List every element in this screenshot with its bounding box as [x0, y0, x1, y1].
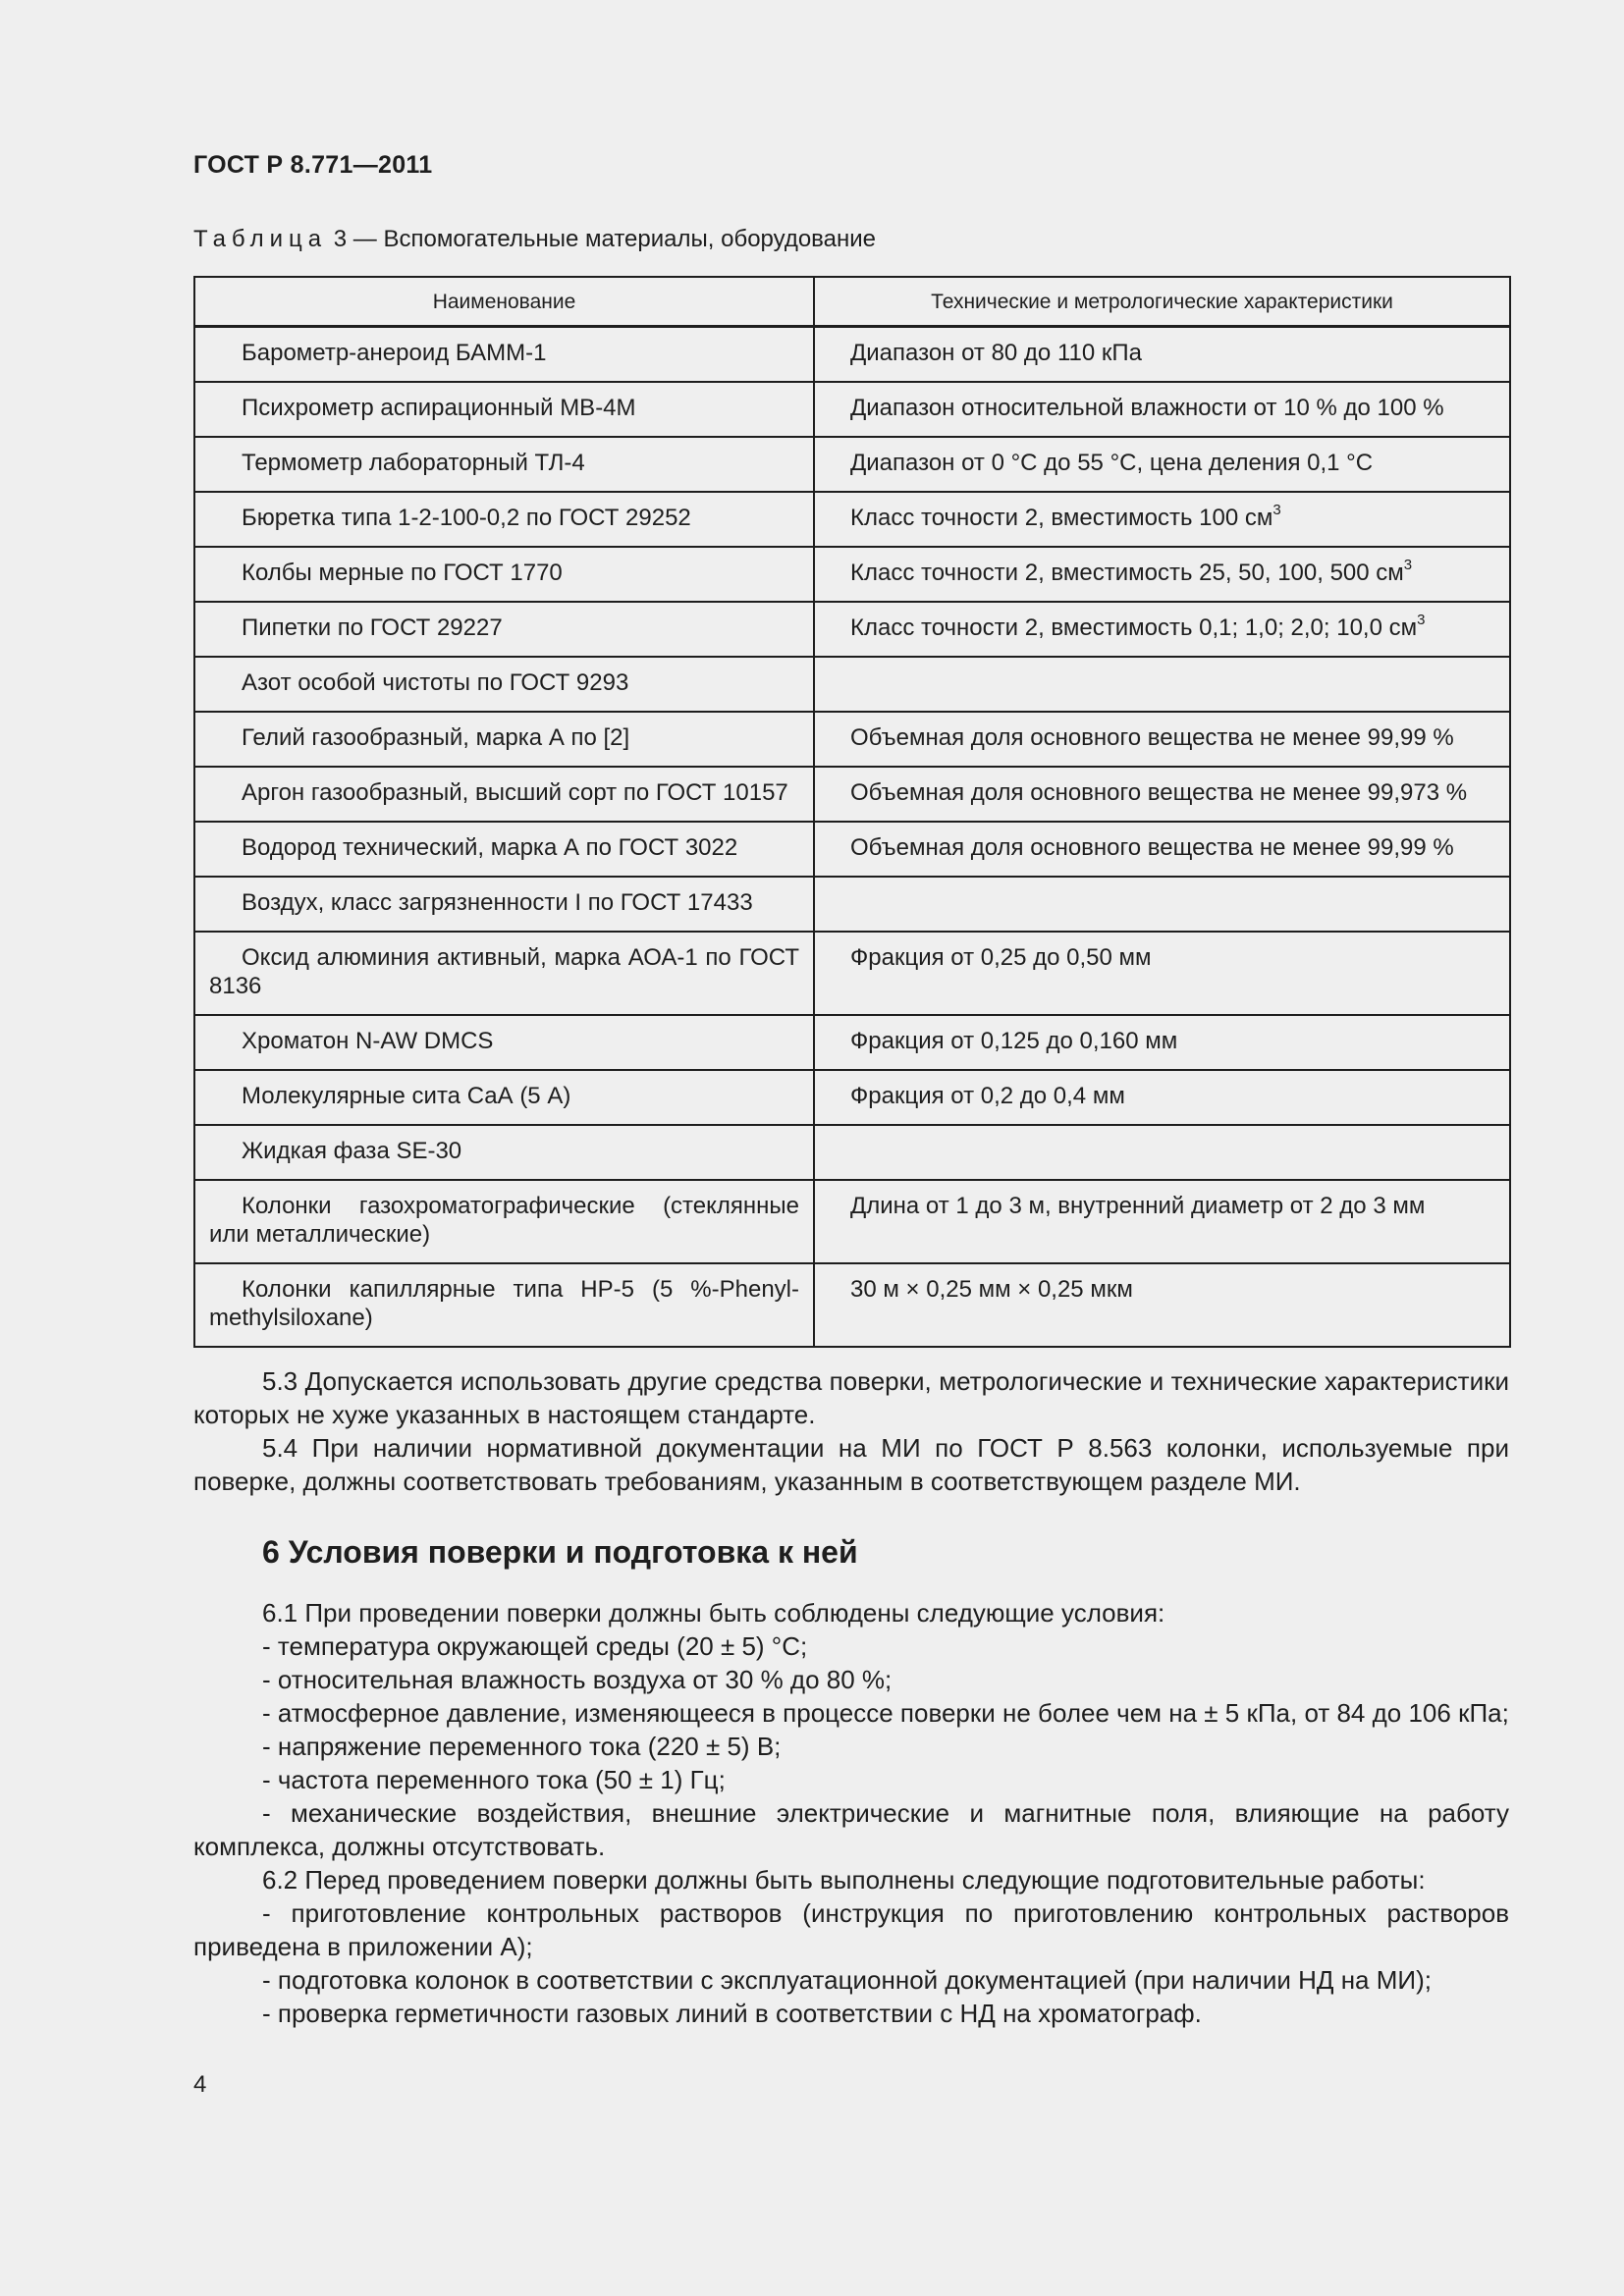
table-row [194, 877, 1510, 932]
cell-name-text: Жидкая фаза SE-30 [242, 1138, 462, 1164]
cell-name-text: Колонки газохроматографические (стеклянные или металлические) [209, 1193, 799, 1248]
cell-name-text: Барометр-анероид БАММ-1 [242, 340, 547, 366]
cell-name-text: Азот особой чистоты по ГОСТ 9293 [242, 669, 629, 696]
table-row [194, 1263, 1510, 1347]
cell-name [194, 932, 814, 1015]
cell-name [194, 767, 814, 822]
cell-characteristics-text: Объемная доля основного вещества не менее 99,973 % [850, 779, 1468, 806]
paragraph-5-3: 5.3 Допускается использовать другие средства поверки, метрологические и технические характеристики которых не хуже указанных в настоящем стандарте. [193, 1366, 1509, 1429]
table-row [194, 492, 1510, 547]
condition-item: - механические воздействия, внешние электрические и магнитные поля, влияющие на работу комплекса, должны отсутствовать. [193, 1798, 1509, 1861]
table-header-row [194, 277, 1510, 327]
cell-characteristics-text: Диапазон относительной влажности от 10 % до 100 % [850, 395, 1444, 421]
cell-characteristics [814, 492, 1510, 547]
cell-name [194, 1180, 814, 1263]
cell-characteristics [814, 1263, 1510, 1347]
table-row [194, 1015, 1510, 1070]
cell-characteristics [814, 547, 1510, 602]
section-6-heading: 6 Условия поверки и подготовка к ней [262, 1534, 858, 1570]
preparation-item: - подготовка колонок в соответствии с эксплуатационной документацией (при наличии НД на МИ); [262, 1965, 1432, 1995]
cell-name-text: Бюретка типа 1-2-100-0,2 по ГОСТ 29252 [242, 505, 691, 531]
table-row [194, 1125, 1510, 1180]
table-caption-label: Таблица [193, 226, 328, 252]
section-6-text [193, 1596, 1509, 2030]
unit-superscript: 3 [1272, 502, 1281, 518]
cell-name-text: Хроматон N-AW DMCS [242, 1028, 494, 1054]
cell-name-text: Колонки капиллярные типа HP-5 (5 %-Phenyl-methylsiloxane) [209, 1276, 799, 1331]
cell-characteristics-text: Класс точности 2, вместимость 0,1; 1,0; 2,0; 10,0 см [850, 614, 1418, 641]
cell-characteristics [814, 1180, 1510, 1263]
table-row [194, 327, 1510, 383]
cell-characteristics-text: Объемная доля основного вещества не менее 99,99 % [850, 724, 1454, 751]
cell-name-text: Оксид алюминия активный, марка АОА-1 по ГОСТ 8136 [209, 944, 799, 999]
cell-name [194, 1263, 814, 1347]
cell-name-text: Колбы мерные по ГОСТ 1770 [242, 560, 563, 586]
cell-name [194, 712, 814, 767]
section-5-text [193, 1364, 1509, 1498]
cell-characteristics [814, 1125, 1510, 1180]
cell-characteristics [814, 822, 1510, 877]
cell-characteristics [814, 877, 1510, 932]
cell-name-text: Термометр лабораторный ТЛ-4 [242, 450, 585, 476]
table-row [194, 932, 1510, 1015]
cell-name [194, 657, 814, 712]
paragraph-6-2: 6.2 Перед проведением поверки должны быть выполнены следующие подготовительные работы: [262, 1865, 1426, 1895]
cell-name-text: Пипетки по ГОСТ 29227 [242, 614, 503, 641]
cell-name [194, 1070, 814, 1125]
paragraph-6-1: 6.1 При проведении поверки должны быть соблюдены следующие условия: [262, 1598, 1165, 1628]
cell-characteristics-text: Диапазон от 80 до 110 кПа [850, 340, 1142, 366]
table-row [194, 657, 1510, 712]
unit-superscript: 3 [1403, 557, 1413, 573]
column-header-characteristics: Технические и метрологические характеристики [814, 277, 1510, 327]
preparation-item: - приготовление контрольных растворов (инструкция по приготовлению контрольных растворов приведена в приложении А); [193, 1898, 1509, 1961]
condition-item: - атмосферное давление, изменяющееся в процессе поверки не более чем на ± 5 кПа, от 84 до 106 кПа; [262, 1698, 1509, 1728]
cell-characteristics-text: Класс точности 2, вместимость 100 см [850, 505, 1273, 531]
cell-name [194, 437, 814, 492]
cell-name-text: Молекулярные сита СаА (5 А) [242, 1083, 571, 1109]
table-row [194, 712, 1510, 767]
cell-characteristics [814, 932, 1510, 1015]
cell-name-text: Аргон газообразный, высший сорт по ГОСТ 10157 [242, 779, 788, 806]
table-row [194, 382, 1510, 437]
cell-characteristics [814, 602, 1510, 657]
cell-characteristics [814, 1015, 1510, 1070]
table-row [194, 767, 1510, 822]
cell-characteristics [814, 657, 1510, 712]
condition-item: - частота переменного тока (50 ± 1) Гц; [262, 1765, 726, 1794]
table-row [194, 437, 1510, 492]
cell-characteristics [814, 1070, 1510, 1125]
cell-name [194, 822, 814, 877]
cell-characteristics-text: Объемная доля основного вещества не менее 99,99 % [850, 834, 1454, 861]
cell-name [194, 1015, 814, 1070]
cell-characteristics-text: Диапазон от 0 °С до 55 °С, цена деления 0,1 °С [850, 450, 1374, 476]
cell-characteristics [814, 327, 1510, 383]
cell-characteristics-text: Длина от 1 до 3 м, внутренний диаметр от 2 до 3 мм [850, 1193, 1426, 1219]
cell-characteristics-text: Фракция от 0,125 до 0,160 мм [850, 1028, 1178, 1054]
cell-characteristics-text: Фракция от 0,25 до 0,50 мм [850, 944, 1152, 971]
condition-item: - температура окружающей среды (20 ± 5) °С; [262, 1631, 808, 1661]
table-row [194, 1070, 1510, 1125]
table-row [194, 547, 1510, 602]
document-code: ГОСТ Р 8.771—2011 [193, 151, 433, 179]
cell-name [194, 602, 814, 657]
cell-characteristics [814, 382, 1510, 437]
materials-table [193, 276, 1511, 1348]
cell-characteristics-text: 30 м × 0,25 мм × 0,25 мкм [850, 1276, 1133, 1303]
table-row [194, 1180, 1510, 1263]
table-row [194, 602, 1510, 657]
unit-superscript: 3 [1417, 612, 1426, 628]
condition-item: - напряжение переменного тока (220 ± 5) В; [262, 1732, 782, 1761]
cell-characteristics-text: Класс точности 2, вместимость 25, 50, 100, 500 см [850, 560, 1404, 586]
table-caption-text: 3 — Вспомогательные материалы, оборудование [333, 226, 877, 252]
page-number: 4 [193, 2071, 207, 2098]
cell-name [194, 877, 814, 932]
cell-name [194, 547, 814, 602]
column-header-name: Наименование [194, 277, 814, 327]
cell-name [194, 492, 814, 547]
cell-name-text: Воздух, класс загрязненности I по ГОСТ 17433 [242, 889, 753, 916]
preparation-item: - проверка герметичности газовых линий в соответствии с НД на хроматограф. [262, 1999, 1202, 2028]
cell-name-text: Психрометр аспирационный МВ-4М [242, 395, 636, 421]
condition-item: - относительная влажность воздуха от 30 % до 80 %; [262, 1665, 893, 1694]
table-caption [193, 226, 876, 253]
cell-characteristics [814, 437, 1510, 492]
cell-name [194, 1125, 814, 1180]
paragraph-5-4: 5.4 При наличии нормативной документации на МИ по ГОСТ Р 8.563 колонки, используемые при поверке, должны соответствовать требованиям, указанным в соответствующем разделе МИ. [193, 1433, 1509, 1496]
cell-characteristics [814, 767, 1510, 822]
cell-name [194, 327, 814, 383]
cell-characteristics [814, 712, 1510, 767]
cell-name-text: Гелий газообразный, марка А по [2] [242, 724, 630, 751]
cell-characteristics-text: Фракция от 0,2 до 0,4 мм [850, 1083, 1125, 1109]
table-row [194, 822, 1510, 877]
cell-name [194, 382, 814, 437]
cell-name-text: Водород технический, марка А по ГОСТ 3022 [242, 834, 738, 861]
